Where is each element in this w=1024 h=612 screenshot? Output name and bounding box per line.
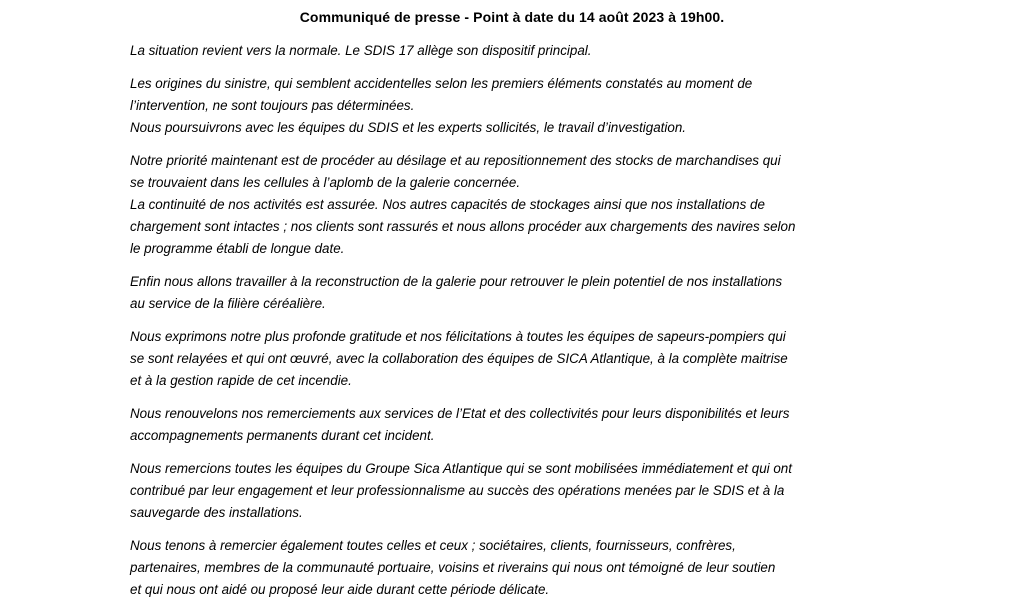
text-line: Nous exprimons notre plus profonde gratitude et nos félicitations à toutes les équipes de sapeurs-pompiers qui bbox=[130, 329, 786, 344]
text-line: chargement sont intactes ; nos clients sont rassurés et nous allons procéder aux chargements des navires selon bbox=[130, 219, 796, 234]
paragraph-gratitude bbox=[130, 326, 910, 392]
text-line: Nous renouvelons nos remerciements aux services de l’Etat et des collectivités pour leurs disponibilités et leurs bbox=[130, 406, 790, 421]
paragraph-state-thanks bbox=[130, 403, 910, 447]
page-title: Communiqué de presse - Point à date du 14 août 2023 à 19h00. bbox=[299, 9, 725, 25]
text-line: et qui nous ont aidé ou proposé leur aide durant cette période délicate. bbox=[130, 582, 550, 597]
text-line: accompagnements permanents durant cet incident. bbox=[130, 428, 435, 443]
text-line: se sont relayées et qui ont œuvré, avec la collaboration des équipes de SICA Atlantique, à la complète maitrise bbox=[130, 351, 788, 366]
text-line: se trouvaient dans les cellules à l’aplomb de la galerie concernée. bbox=[130, 175, 521, 190]
paragraph-situation bbox=[130, 40, 910, 62]
text-line: Enfin nous allons travailler à la reconstruction de la galerie pour retrouver le plein potentiel de nos installations bbox=[130, 274, 783, 289]
paragraph-team-thanks bbox=[130, 458, 910, 524]
paragraph-reconstruction bbox=[130, 271, 910, 315]
text-line: Nous poursuivrons avec les équipes du SDIS et les experts sollicités, le travail d’investigation. bbox=[130, 120, 686, 135]
text-line: partenaires, membres de la communauté portuaire, voisins et riverains qui nous ont témoigné de leur soutien bbox=[130, 560, 776, 575]
text-line: La situation revient vers la normale. Le SDIS 17 allège son dispositif principal. bbox=[130, 43, 592, 58]
text-line: sauvegarde des installations. bbox=[130, 505, 303, 520]
text-line: l’intervention, ne sont toujours pas déterminées. bbox=[130, 98, 415, 113]
paragraph-priority bbox=[130, 150, 910, 260]
text-line: La continuité de nos activités est assurée. Nos autres capacités de stockages ainsi que nos installations de bbox=[130, 197, 765, 212]
text-line: le programme établi de longue date. bbox=[130, 241, 345, 256]
text-line: Notre priorité maintenant est de procéder au désilage et au repositionnement des stocks de marchandises qui bbox=[130, 153, 781, 168]
paragraph-origins bbox=[130, 73, 910, 139]
paragraph-community-thanks bbox=[130, 535, 910, 601]
text-line: au service de la filière céréalière. bbox=[130, 296, 326, 311]
text-line: et à la gestion rapide de cet incendie. bbox=[130, 373, 352, 388]
text-line: Nous tenons à remercier également toutes celles et ceux ; sociétaires, clients, fournisseurs, confrères, bbox=[130, 538, 736, 553]
text-line: Les origines du sinistre, qui semblent accidentelles selon les premiers éléments constatés au moment de bbox=[130, 76, 753, 91]
press-release-body bbox=[130, 40, 910, 612]
text-line: Nous remercions toutes les équipes du Groupe Sica Atlantique qui se sont mobilisées immédiatement et qui ont bbox=[130, 461, 792, 476]
text-line: contribué par leur engagement et leur professionnalisme au succès des opérations menées par le SDIS et à la bbox=[130, 483, 785, 498]
